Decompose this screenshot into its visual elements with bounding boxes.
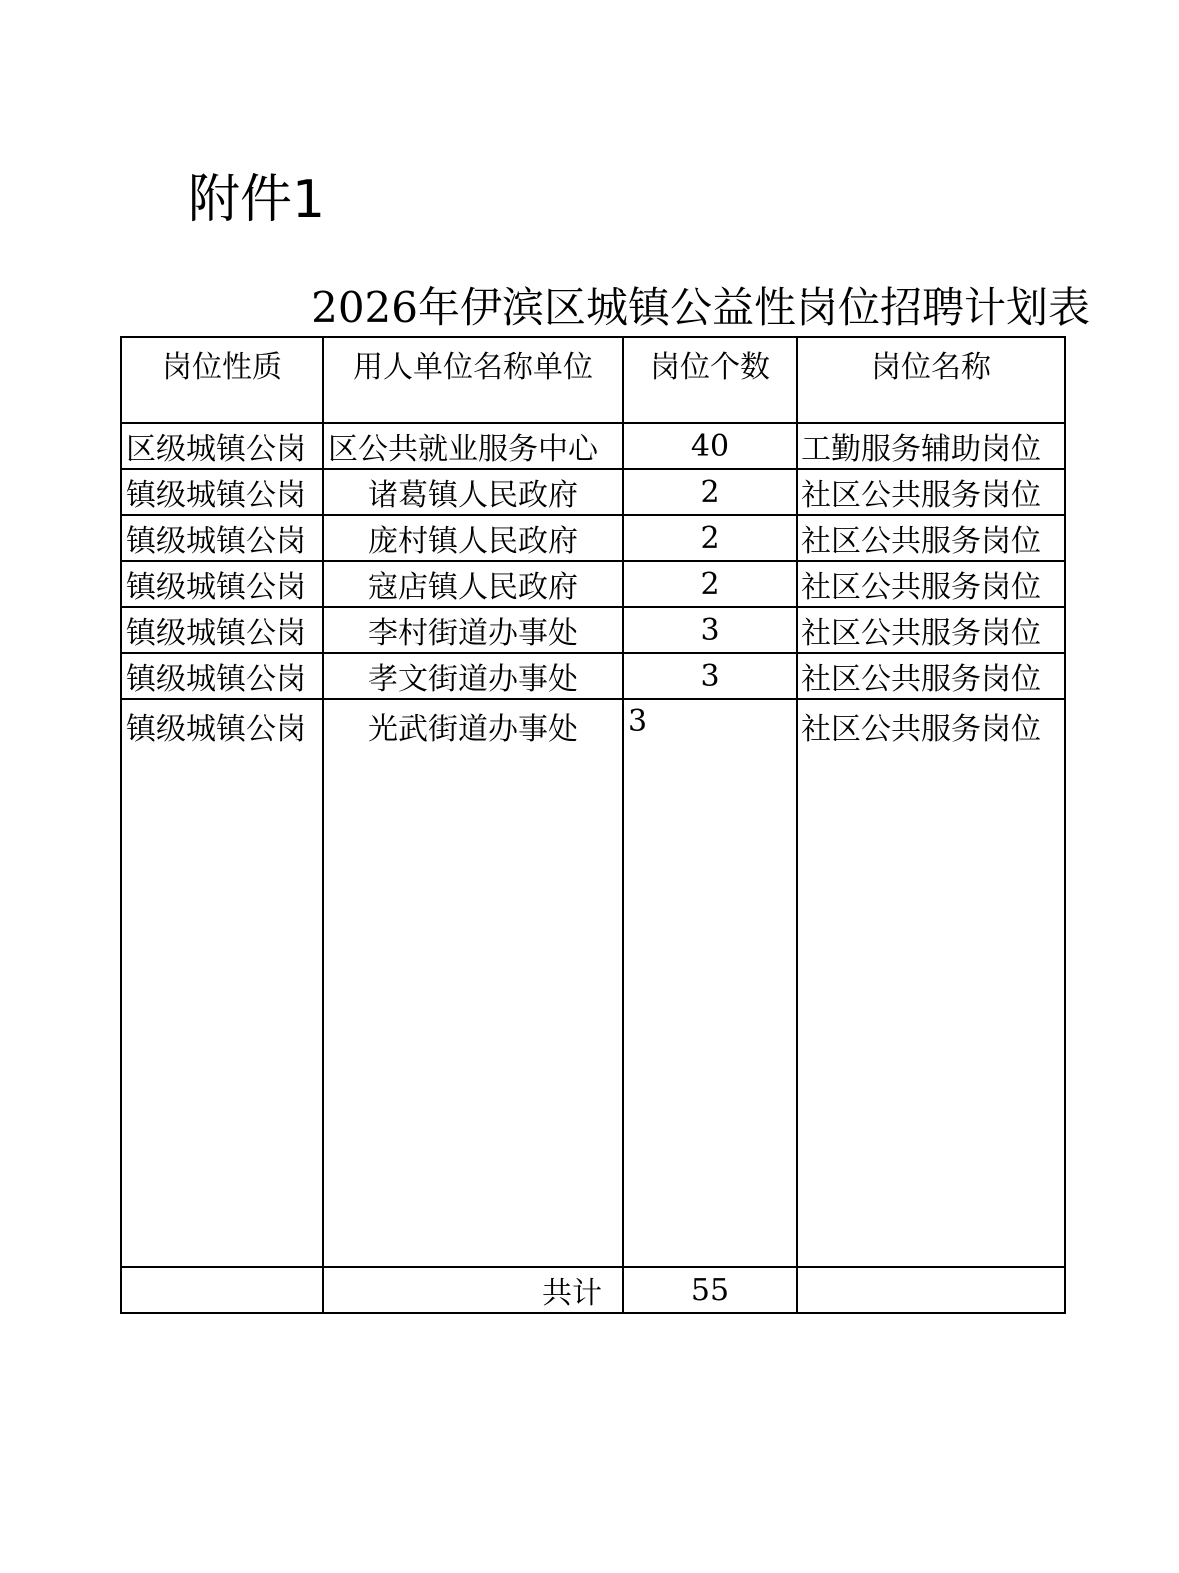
- cell-post-name: 社区公共服务岗位: [797, 515, 1065, 561]
- cell-employer-name: 光武街道办事处: [323, 699, 623, 1267]
- cell-post-nature: 镇级城镇公岗: [121, 469, 323, 515]
- header-post-nature: 岗位性质: [121, 337, 323, 423]
- table-row: [121, 469, 1065, 515]
- table-row: [121, 607, 1065, 653]
- header-employer-name: 用人单位名称单位: [323, 337, 623, 423]
- cell-post-name: 社区公共服务岗位: [797, 653, 1065, 699]
- table-header-row: [121, 337, 1065, 423]
- cell-post-nature: 镇级城镇公岗: [121, 653, 323, 699]
- cell-post-nature: 镇级城镇公岗: [121, 515, 323, 561]
- cell-post-nature: 区级城镇公岗: [121, 423, 323, 469]
- total-empty-cell: [121, 1267, 323, 1313]
- header-post-name: 岗位名称: [797, 337, 1065, 423]
- cell-post-name: 社区公共服务岗位: [797, 469, 1065, 515]
- total-empty-cell: [797, 1267, 1065, 1313]
- table-row: [121, 515, 1065, 561]
- cell-employer-name: 诸葛镇人民政府: [323, 469, 623, 515]
- recruitment-plan-table: [120, 336, 1066, 1314]
- total-post-count: 55: [623, 1267, 797, 1313]
- header-post-count: 岗位个数: [623, 337, 797, 423]
- cell-post-name: 社区公共服务岗位: [797, 561, 1065, 607]
- table-total-row: [121, 1267, 1065, 1313]
- cell-post-nature: 镇级城镇公岗: [121, 607, 323, 653]
- document-title: 2026年伊滨区城镇公益性岗位招聘计划表: [311, 283, 1090, 332]
- attachment-label: 附件1: [188, 170, 326, 230]
- cell-post-name: 社区公共服务岗位: [797, 699, 1065, 1267]
- cell-post-count: 3: [623, 653, 797, 699]
- table-row: [121, 699, 1065, 1267]
- cell-post-count: 2: [623, 469, 797, 515]
- total-label: 共计: [323, 1267, 623, 1313]
- cell-employer-name: 区公共就业服务中心: [323, 423, 623, 469]
- table-row: [121, 653, 1065, 699]
- cell-post-count: 2: [623, 515, 797, 561]
- cell-post-count: 3: [623, 699, 797, 1267]
- cell-employer-name: 李村街道办事处: [323, 607, 623, 653]
- cell-employer-name: 寇店镇人民政府: [323, 561, 623, 607]
- cell-post-nature: 镇级城镇公岗: [121, 561, 323, 607]
- cell-post-nature: 镇级城镇公岗: [121, 699, 323, 1267]
- table-row: [121, 423, 1065, 469]
- cell-employer-name: 孝文街道办事处: [323, 653, 623, 699]
- cell-post-count: 40: [623, 423, 797, 469]
- table-row: [121, 561, 1065, 607]
- cell-employer-name: 庞村镇人民政府: [323, 515, 623, 561]
- cell-post-count: 3: [623, 607, 797, 653]
- cell-post-count: 2: [623, 561, 797, 607]
- cell-post-name: 社区公共服务岗位: [797, 607, 1065, 653]
- cell-post-name: 工勤服务辅助岗位: [797, 423, 1065, 469]
